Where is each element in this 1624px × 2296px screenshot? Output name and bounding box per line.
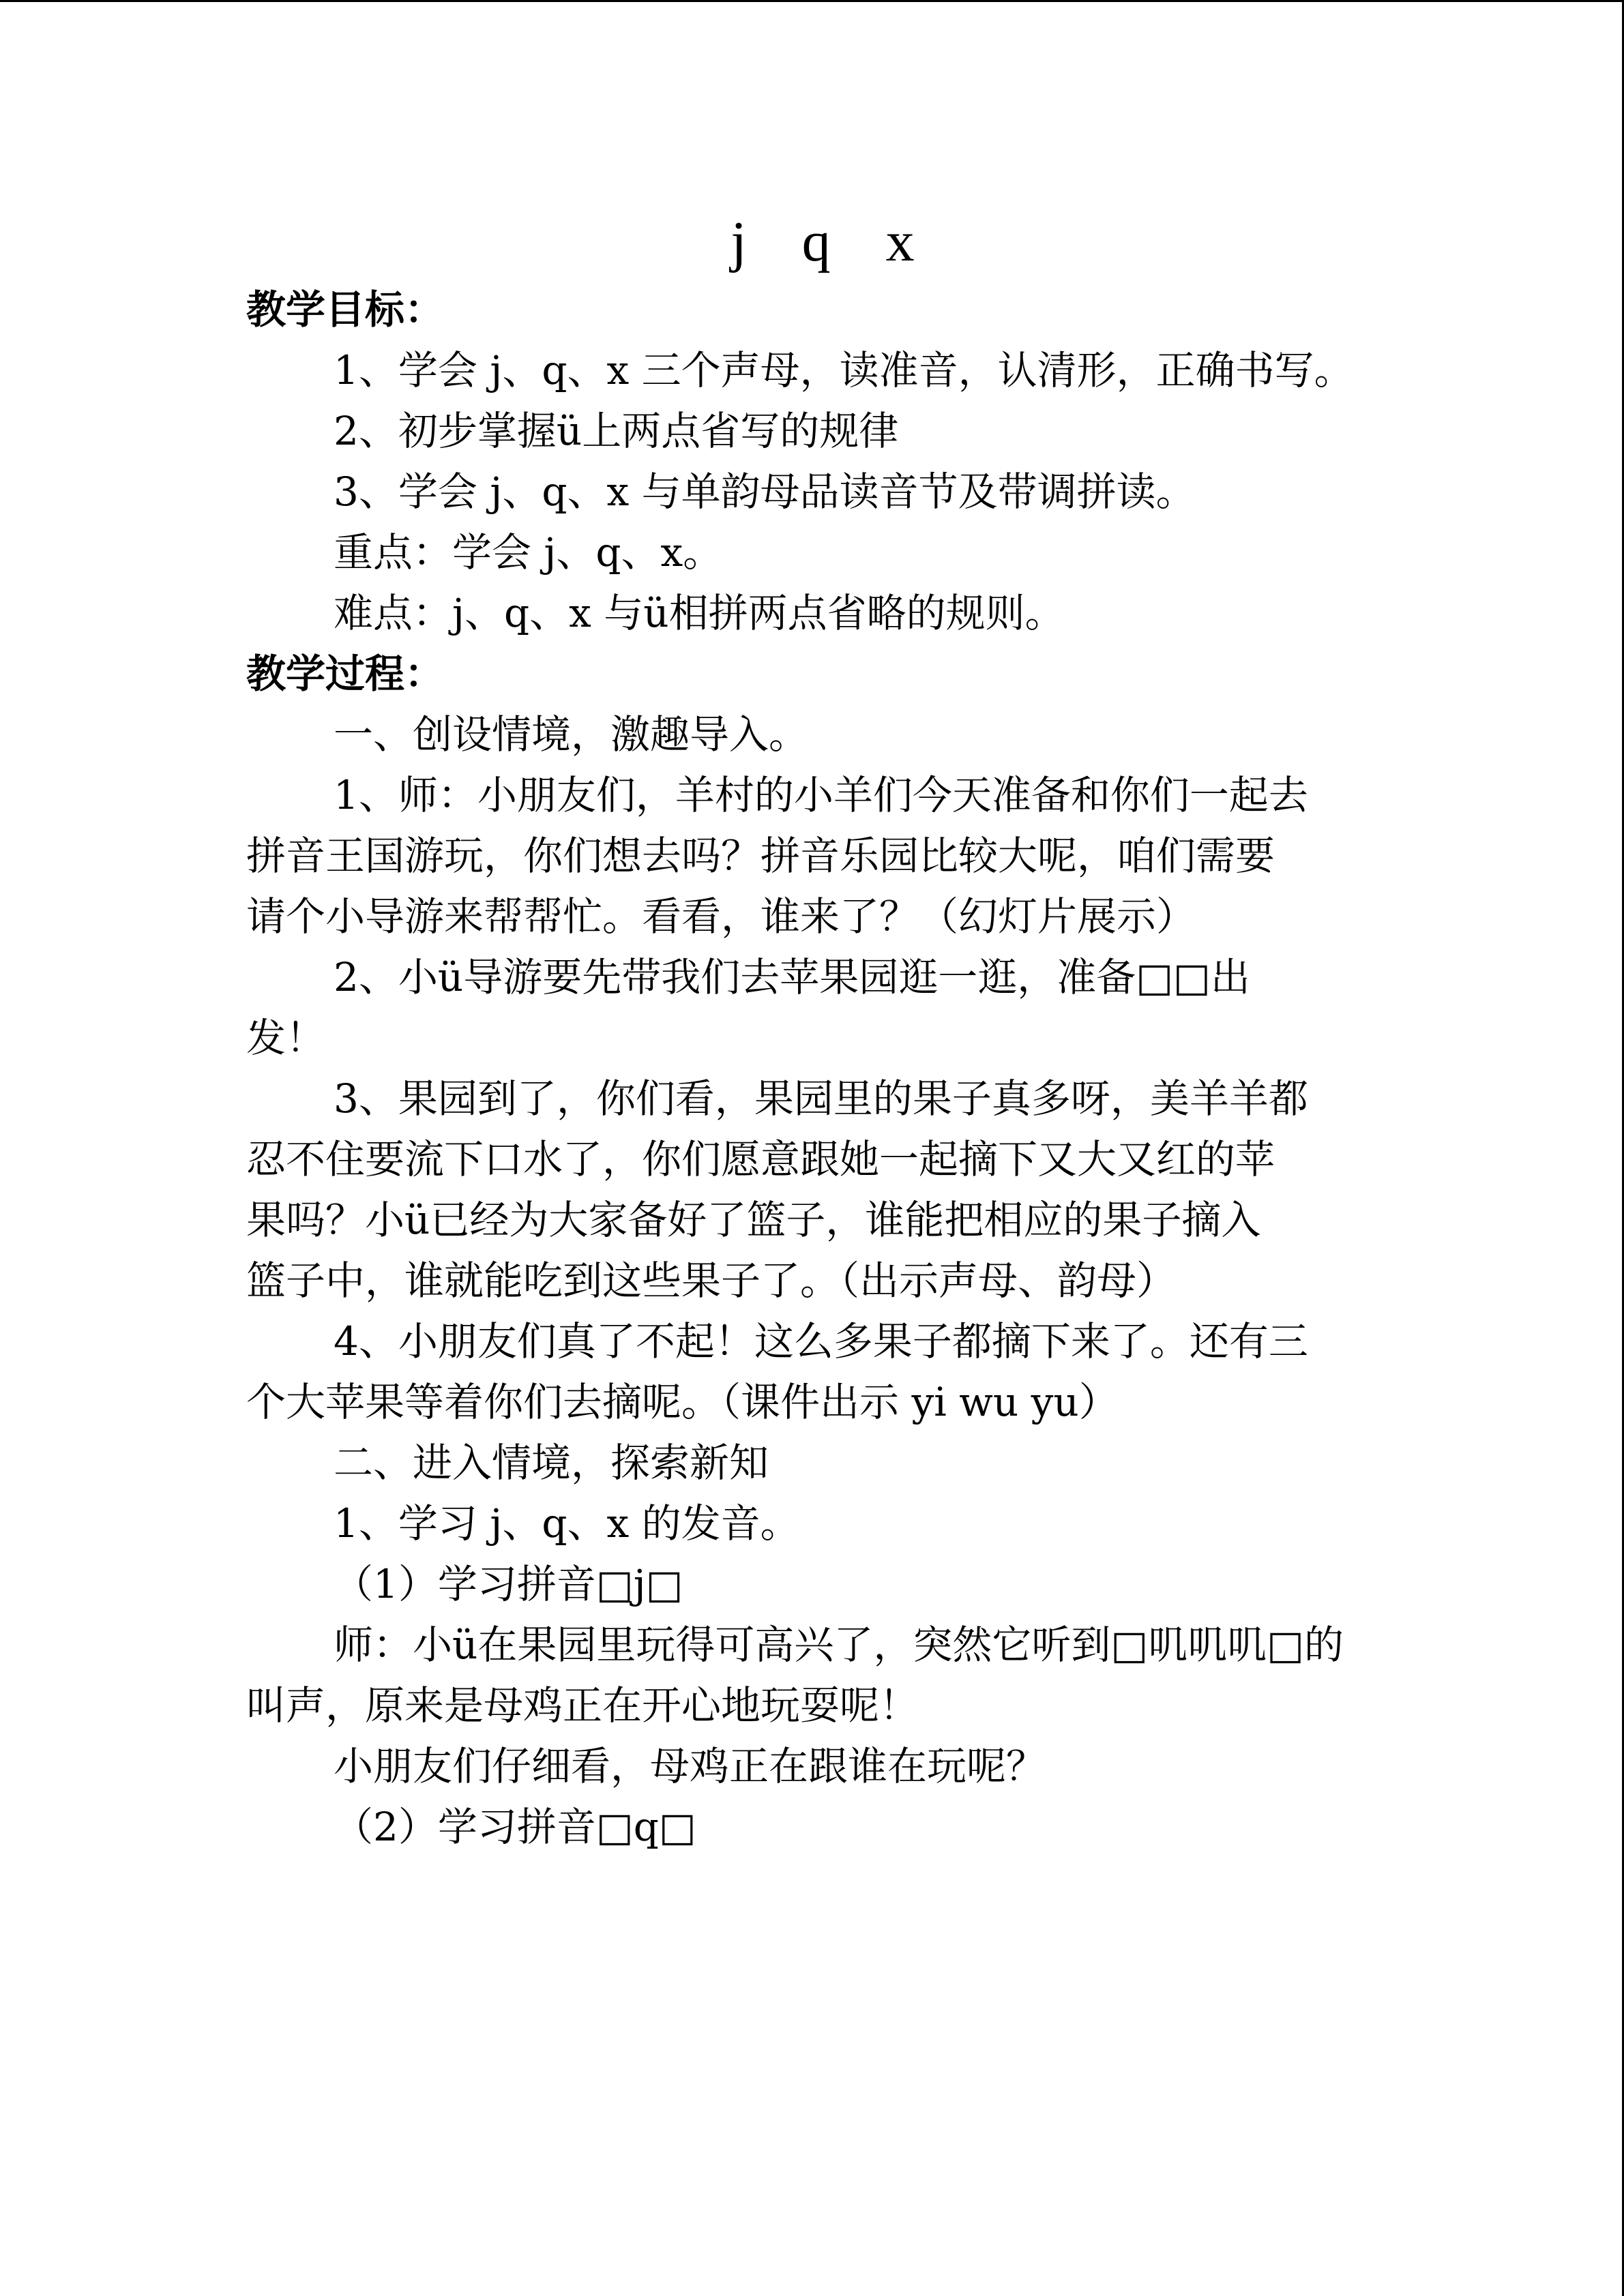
text-line: 难点：j、q、x 与ü相拼两点省略的规则。 (334, 590, 1065, 636)
text-line: （2）学习拼音□q□ (334, 1804, 696, 1850)
text-line: 1、学会 j、q、x 三个声母，读准音，认清形，正确书写。 (334, 347, 1354, 393)
text-line: 1、师：小朋友们，羊村的小羊们今天准备和你们一起去 (334, 772, 1308, 818)
text-line: 二、进入情境，探索新知 (334, 1440, 769, 1486)
text-line: 忍不住要流下口水了，你们愿意跟她一起摘下又大又红的苹 (246, 1136, 1275, 1182)
text-line: 一、创设情境，激趣导入。 (334, 711, 809, 758)
text-line: 篮子中，谁就能吃到这些果子了。（出示声母、韵母） (246, 1257, 1177, 1304)
document-page (246, 205, 1378, 1858)
text-line: 发！ (246, 1015, 326, 1061)
document-body (246, 280, 1378, 1858)
text-line: 2、小ü导游要先带我们去苹果园逛一逛，准备□□出 (334, 954, 1250, 1000)
text-line: 4、小朋友们真了不起！这么多果子都摘下来了。还有三 (334, 1318, 1308, 1365)
text-line: 果吗？小ü已经为大家备好了篮子，谁能把相应的果子摘入 (246, 1197, 1261, 1243)
text-line: 3、学会 j、q、x 与单韵母品读音节及带调拼读。 (334, 468, 1196, 515)
text-line: 2、初步掌握ü上两点省写的规律 (334, 408, 899, 454)
text-line: 拼音王国游玩，你们想去吗？拼音乐园比较大呢，咱们需要 (246, 833, 1275, 879)
text-line: 3、果园到了，你们看，果园里的果子真多呀，美羊羊都 (334, 1075, 1308, 1122)
text-line: 请个小导游来帮帮忙。看看，谁来了？（幻灯片展示） (246, 893, 1196, 940)
text-line: 个大苹果等着你们去摘呢。（课件出示 yi wu yu） (246, 1379, 1119, 1425)
text-line: 重点：学会 j、q、x。 (334, 529, 723, 576)
text-line: 1、学习 j、q、x 的发音。 (334, 1500, 800, 1547)
document-title: j q x (730, 210, 935, 273)
section-heading: 教学过程： (246, 651, 445, 697)
text-line: （1）学习拼音□j□ (334, 1561, 683, 1607)
page-top-border (0, 0, 1624, 2)
section-heading: 教学目标： (246, 286, 445, 333)
text-line: 师：小ü在果园里玩得可高兴了，突然它听到□叽叽叽□的 (334, 1622, 1344, 1668)
text-line: 小朋友们仔细看，母鸡正在跟谁在玩呢？ (334, 1743, 1046, 1789)
text-line: 叫声，原来是母鸡正在开心地玩耍呢！ (246, 1682, 919, 1729)
